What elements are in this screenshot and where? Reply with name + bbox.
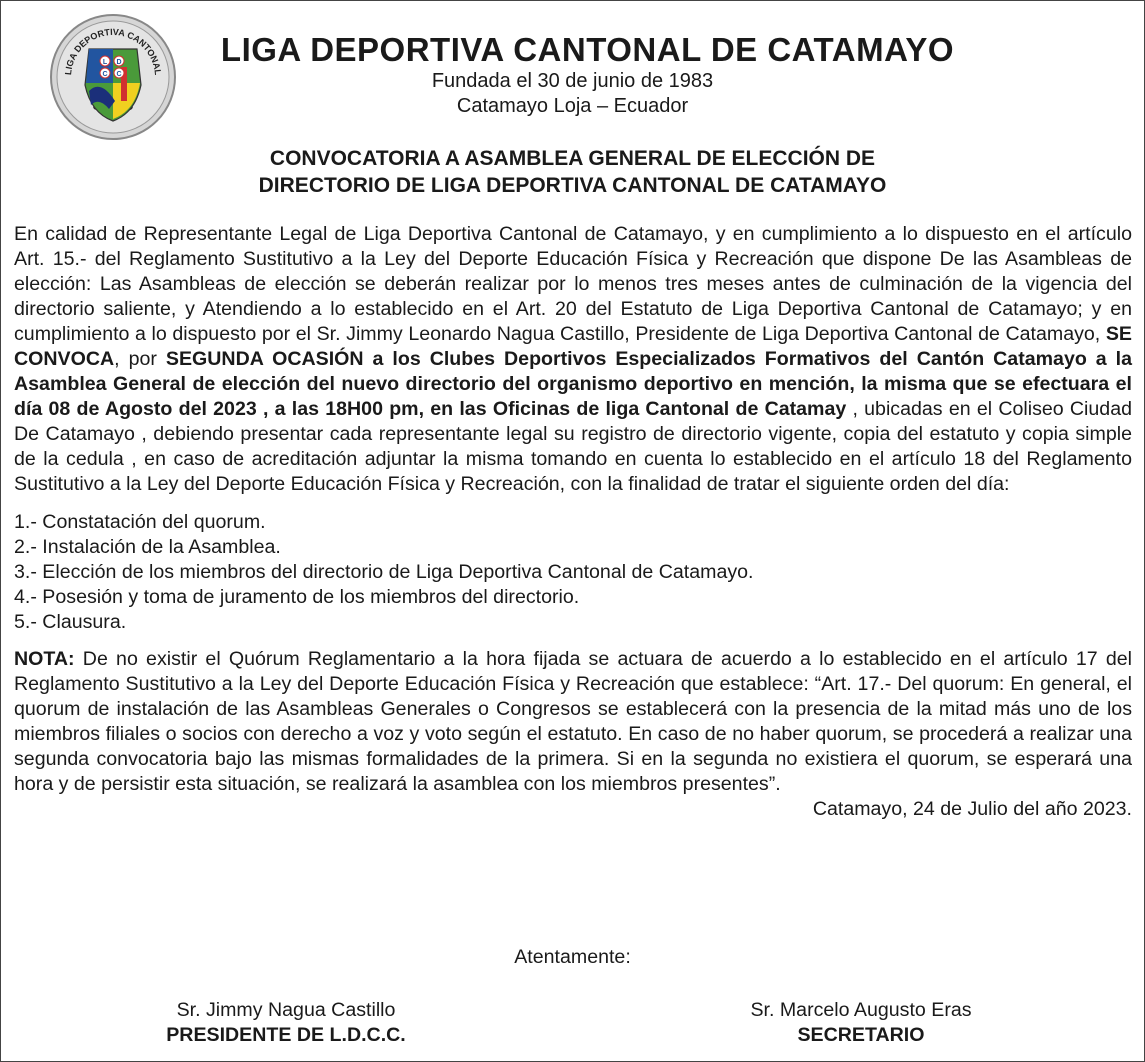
logo-initial: C [116,71,122,78]
note-paragraph [14,647,1132,797]
agenda-item: 1.- Constatación del quorum. [14,511,266,533]
document-date: Catamayo, 24 de Julio del año 2023. [812,798,1132,820]
paragraph-text: En calidad de Representante Legal de Liga Deportiva Cantonal de Catamayo, y en cumplimiento a lo dispuesto en el artículo Art. 15.- del Reglamento Sustitutivo a la Ley del Deporte Educación Física y Recreación que dispone De las Asambleas de elección: Las Asambleas de elección se deberán realizar por lo menos tres meses antes de culminación de la vigencia del directorio saliente, y Atendiendo a lo establecido en el Art. 20 del Estatuto de Liga Deportiva Cantonal de Catamayo; y en cumplimiento a lo dispuesto por el Sr. Jimmy Leonardo Nagua Castillo, Presidente de Liga Deportiva Cantonal de Catamayo, [14,223,1132,345]
logo-initial: D [116,59,122,66]
signature-secretary [711,998,1011,1048]
closing-salutation: Atentamente: [514,946,631,968]
logo-top-text: LIGA DEPORTIVA CANTONAL [62,26,164,76]
document-body [14,222,1132,822]
signatory-role: PRESIDENTE DE L.D.C.C. [166,1024,406,1046]
agenda-item: 3.- Elección de los miembros del directorio de Liga Deportiva Cantonal de Catamayo. [14,561,754,583]
paragraph-text: , por [114,348,166,370]
signatory-name: Sr. Marcelo Augusto Eras [750,999,972,1021]
organization-name: LIGA DEPORTIVA CANTONAL DE CATAMAYO [220,31,955,68]
league-logo [49,13,177,141]
agenda-item: 4.- Posesión y toma de juramento de los miembros del directorio. [14,586,580,608]
convocation-details: SEGUNDA OCASIÓN a los Clubes Deportivos Especializados Formativos del Cantón Catamayo a la Asamblea General de elección del nuevo directorio del organismo deportivo en mención, la misma que se efectuara el día 08 de Agosto del 2023 , a las 18H00 pm, en las Oficinas de liga Cantonal de Catamay [14,348,1133,420]
founded-date: Fundada el 30 de junio de 1983 [431,70,714,92]
agenda-item: 5.- Clausura. [14,611,127,633]
signature-president [151,998,421,1048]
document-title [1,145,1144,199]
convoca-emphasis: SE CONVOCA [14,323,1132,370]
title-line: CONVOCATORIA A ASAMBLEA GENERAL DE ELECCIÓN DE [269,147,876,170]
note-text: De no existir el Quórum Reglamentario a la hora fijada se actuara de acuerdo a lo establecido en el artículo 17 del Reglamento Sustitutivo a la Ley del Deporte Educación Física y Recreación que establece: “Art. 17.- Del quorum: En general, el quorum de instalación de las Asambleas Generales o Congresos se establecerá con la presencia de la mitad más uno de los miembros filiales o socios con derecho a voz y voto según el estatuto. En caso de no haber quorum, se procederá a realizar una segunda convocatoria bajo las mismas formalidades de la primera. Si en la segunda no existiera el quorum, se esperará una hora y de persistir esta situación, se realizará la asamblea con los miembros presentes”. [14,648,1132,795]
paragraph-text: , ubicadas en el Coliseo Ciudad De Catamayo , debiendo presentar cada representante legal su registro de directorio vigente, copia del estatuto y copia simple de la cedula , en caso de acreditación adjuntar la misma tomando en cuenta lo establecido en el artículo 18 del Reglamento Sustitutivo a la Ley del Deporte Educación Física y Recreación, con la finalidad de tratar el siguiente orden del día: [14,398,1132,495]
signatory-role: SECRETARIO [797,1024,925,1046]
location: Catamayo Loja – Ecuador [456,95,689,117]
main-paragraph [14,222,1132,497]
logo-initial: C [102,71,108,78]
note-label: NOTA: [14,648,75,670]
title-line: DIRECTORIO DE LIGA DEPORTIVA CANTONAL DE CATAMAYO [258,174,887,197]
logo-initial: L [102,59,108,66]
agenda-item: 2.- Instalación de la Asamblea. [14,536,281,558]
letterhead [181,31,964,119]
agenda-list [14,510,1132,635]
signatory-name: Sr. Jimmy Nagua Castillo [176,999,396,1021]
